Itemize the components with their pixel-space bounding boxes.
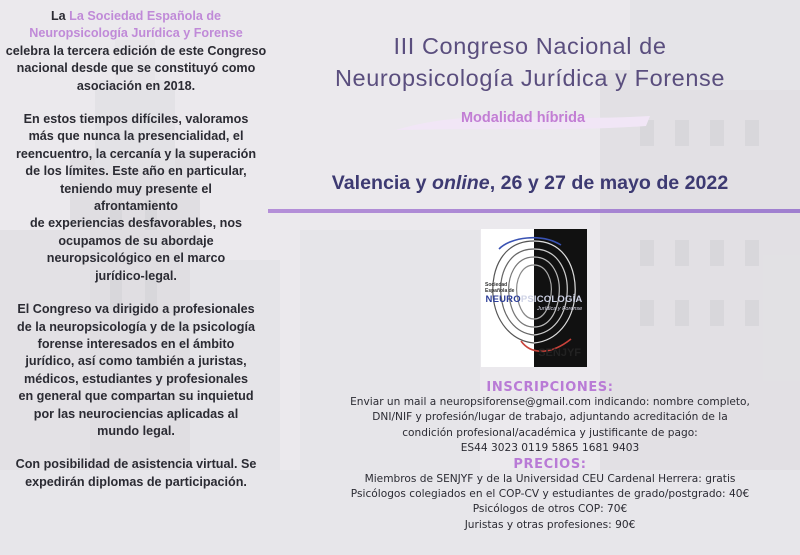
virtual-line: Con posibilidad de asistencia virtual. Se: [15, 457, 257, 472]
title-line-2: Neuropsicología Jurídica y Forense: [334, 65, 726, 91]
left-description: [0, 8, 272, 507]
context-line: más que nunca la presencialidad, el: [28, 129, 244, 144]
audience-line: de la neuropsicología y de la psicología: [17, 319, 255, 334]
logo-word-psicologia: PSICOLOGÍA: [520, 294, 583, 305]
prices-heading: PRECIOS:: [513, 456, 587, 472]
intro-paragraph: [0, 8, 272, 95]
audience-line: El Congreso va dirigido a profesionales: [17, 302, 255, 317]
audience-line: por las neurociencias aplicadas al: [33, 406, 239, 421]
registration-line-2: DNI/NIF y profesión/lugar de trabajo, adjuntando acreditación de la: [372, 411, 728, 424]
logo-word-neuro: NEURO: [485, 294, 521, 305]
senjyf-logo: [481, 229, 587, 367]
logo-society-text: Sociedad Española de: [485, 282, 515, 294]
audience-line: mundo legal.: [97, 423, 175, 438]
audience-paragraph: [0, 301, 272, 440]
context-paragraph: [0, 111, 272, 285]
audience-line: médicos, estudiantes y profesionales: [24, 371, 248, 386]
price-colegiados: Psicólogos colegiados en el COP-CV y estudiantes de grado/postgrado: 40€: [350, 488, 750, 501]
context-line: de los límites. Este año en particular,: [25, 164, 247, 179]
logo-wordmark: [481, 294, 587, 305]
audience-line: en general que compartan su inquietud: [18, 389, 254, 404]
audience-line: jurídico, así como también a juristas,: [25, 354, 247, 369]
registration-heading: INSCRIPCIONES:: [486, 380, 614, 395]
context-line: jurídico-legal.: [95, 268, 177, 283]
intro-prefix: La: [50, 9, 70, 23]
title-line-1: III Congreso Nacional de: [393, 33, 667, 59]
bank-account: ES44 3023 0119 5865 1681 9403: [460, 442, 640, 455]
registration-line-3: condición profesional/académica y justificante de pago:: [402, 426, 698, 439]
context-line: teniendo muy presente el: [60, 181, 212, 196]
logo-abbreviation: SENJYF: [538, 347, 581, 359]
context-line: ocupamos de su abordaje: [58, 233, 214, 248]
registration-info: [300, 380, 800, 533]
virtual-attendance-note: [0, 456, 272, 491]
date-online: online: [431, 172, 490, 194]
modality-label: Modalidad híbrida: [460, 110, 586, 126]
context-line: neuropsicológico en el marco: [46, 251, 226, 266]
divider-line: [268, 209, 800, 213]
price-jurists: Juristas y otras profesiones: 90€: [464, 518, 636, 531]
logo-subtitle: Jurídica y Forense: [537, 306, 583, 312]
context-line: afrontamiento: [94, 199, 178, 214]
context-line: reencuentro, la cercanía y la superación: [15, 146, 257, 161]
intro-rest: celebra la tercera edición de este Congreso nacional desde que se constituyó como asociación en 2018.: [5, 43, 267, 93]
price-members: Miembros de SENJYF y de la Universidad CEU Cardenal Herrera: gratis: [364, 472, 736, 485]
audience-line: forense interesados en el ámbito: [37, 336, 235, 351]
context-line: En estos tiempos difíciles, valoramos: [23, 112, 249, 127]
date-days: , 26 y 27 de mayo de 2022: [489, 172, 729, 194]
price-other-cop: Psicólogos de otros COP: 70€: [472, 503, 628, 516]
org-name: La Sociedad Española de Neuropsicología Jurídica y Forense: [29, 9, 243, 41]
congress-title: [270, 30, 790, 94]
date-city: Valencia y: [331, 172, 432, 194]
context-line: de experiencias desfavorables, nos: [29, 216, 243, 231]
registration-line-1: Enviar un mail a neuropsiforense@gmail.com indicando: nombre completo,: [350, 396, 750, 408]
virtual-line: expedirán diplomas de participación.: [25, 474, 247, 489]
event-date: [270, 172, 790, 195]
